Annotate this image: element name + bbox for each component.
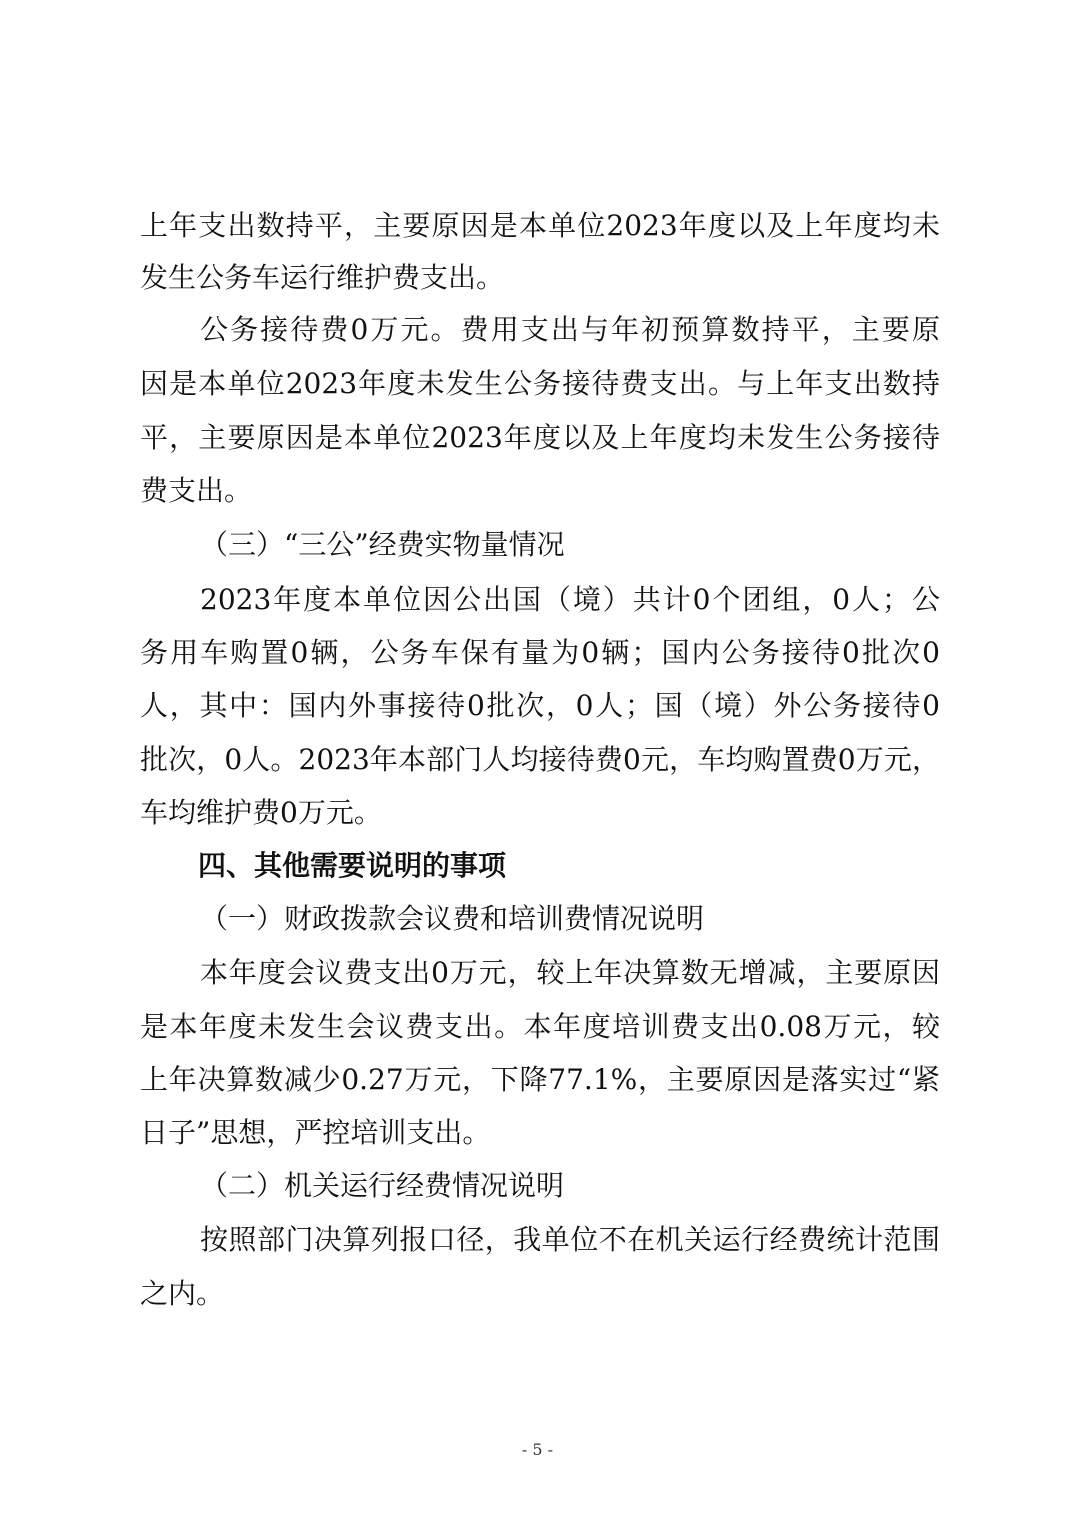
paragraph-line: 2023年度本单位因公出国（境）共计0个团组，0人；公 (200, 583, 940, 616)
paragraph-line: 是本年度未发生会议费支出。本年度培训费支出0.08万元，较 (140, 1010, 940, 1043)
paragraph-line: 本年度会议费支出0万元，较上年决算数无增减，主要原因 (200, 956, 940, 989)
paragraph-line: 车均维护费0万元。 (140, 796, 382, 829)
section-subheading: （三）“三公”经费实物量情况 (200, 528, 565, 561)
paragraph-line: 上年支出数持平，主要原因是本单位2023年度以及上年度均未 (140, 209, 940, 242)
paragraph-line: 之内。 (140, 1277, 225, 1310)
paragraph-line: 公务接待费0万元。费用支出与年初预算数持平，主要原 (200, 313, 940, 346)
paragraph-line: 费支出。 (140, 474, 253, 507)
section-subheading: （一）财政拨款会议费和培训费情况说明 (200, 902, 705, 935)
paragraph-line: 按照部门决算列报口径，我单位不在机关运行经费统计范围 (200, 1223, 940, 1256)
paragraph-line: 日子”思想，严控培训支出。 (140, 1116, 491, 1149)
paragraph-line: 上年决算数减少0.27万元，下降77.1%，主要原因是落实过“紧 (140, 1063, 940, 1096)
paragraph-line: 人，其中：国内外事接待0批次，0人；国（境）外公务接待0 (140, 689, 940, 722)
paragraph-line: 因是本单位2023年度未发生公务接待费支出。与上年支出数持 (140, 367, 940, 400)
paragraph-line: 发生公务车运行维护费支出。 (140, 261, 505, 294)
paragraph-line: 批次，0人。2023年本部门人均接待费0元，车均购置费0万元， (140, 743, 940, 776)
paragraph-line: 平，主要原因是本单位2023年度以及上年度均未发生公务接待 (140, 421, 940, 454)
page-number: - 5 - (521, 1440, 554, 1459)
section-heading: 四、其他需要说明的事项 (198, 849, 507, 882)
section-subheading: （二）机关运行经费情况说明 (200, 1169, 565, 1202)
paragraph-line: 务用车购置0辆，公务车保有量为0辆；国内公务接待0批次0 (140, 636, 940, 669)
